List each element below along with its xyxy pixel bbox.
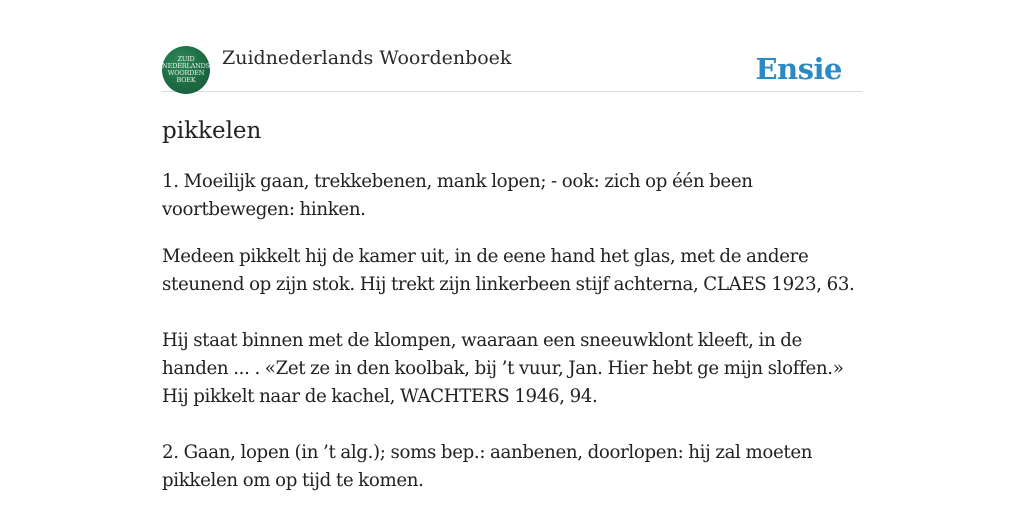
example-quote-1: Medeen pikkelt hij de kamer uit, in de eene hand het glas, met de andere steunend op zijn stok. Hij trekt zijn linkerbeen stijf achterna, CLAES 1923, 63. <box>162 246 855 295</box>
logo-text-line: WOORDEN <box>167 69 205 77</box>
logo-text-line: BOEK <box>176 76 196 84</box>
site-title-link[interactable]: Zuidnederlands Woordenboek <box>222 47 512 69</box>
logo-text-line: ZUID <box>177 55 195 63</box>
example-quote-2: Hij staat binnen met de klompen, waaraan een sneeuwklont kleeft, in de handen ... . «Zet ze in den koolbak, bij ’t vuur, Jan. Hier hebt ge mijn sloffen.» Hij pikkelt naar de kachel, WACHTERS 1946, 94. <box>162 330 844 407</box>
logo-text-line: NEDERLANDS <box>162 62 210 70</box>
definition-2: 2. Gaan, lopen (in ’t alg.); soms bep.: aanbenen, doorlopen: hij zal moeten pikkelen om op tijd te komen. <box>162 442 813 491</box>
dictionary-logo[interactable] <box>162 46 210 94</box>
brand-logo-link[interactable]: Ensie <box>755 52 842 86</box>
entry-headword: pikkelen <box>162 118 262 144</box>
page <box>162 0 862 512</box>
definition-1: 1. Moeilijk gaan, trekkebenen, mank lopen; - ook: zich op één been voortbewegen: hinken. <box>162 171 753 220</box>
site-header <box>162 44 862 92</box>
